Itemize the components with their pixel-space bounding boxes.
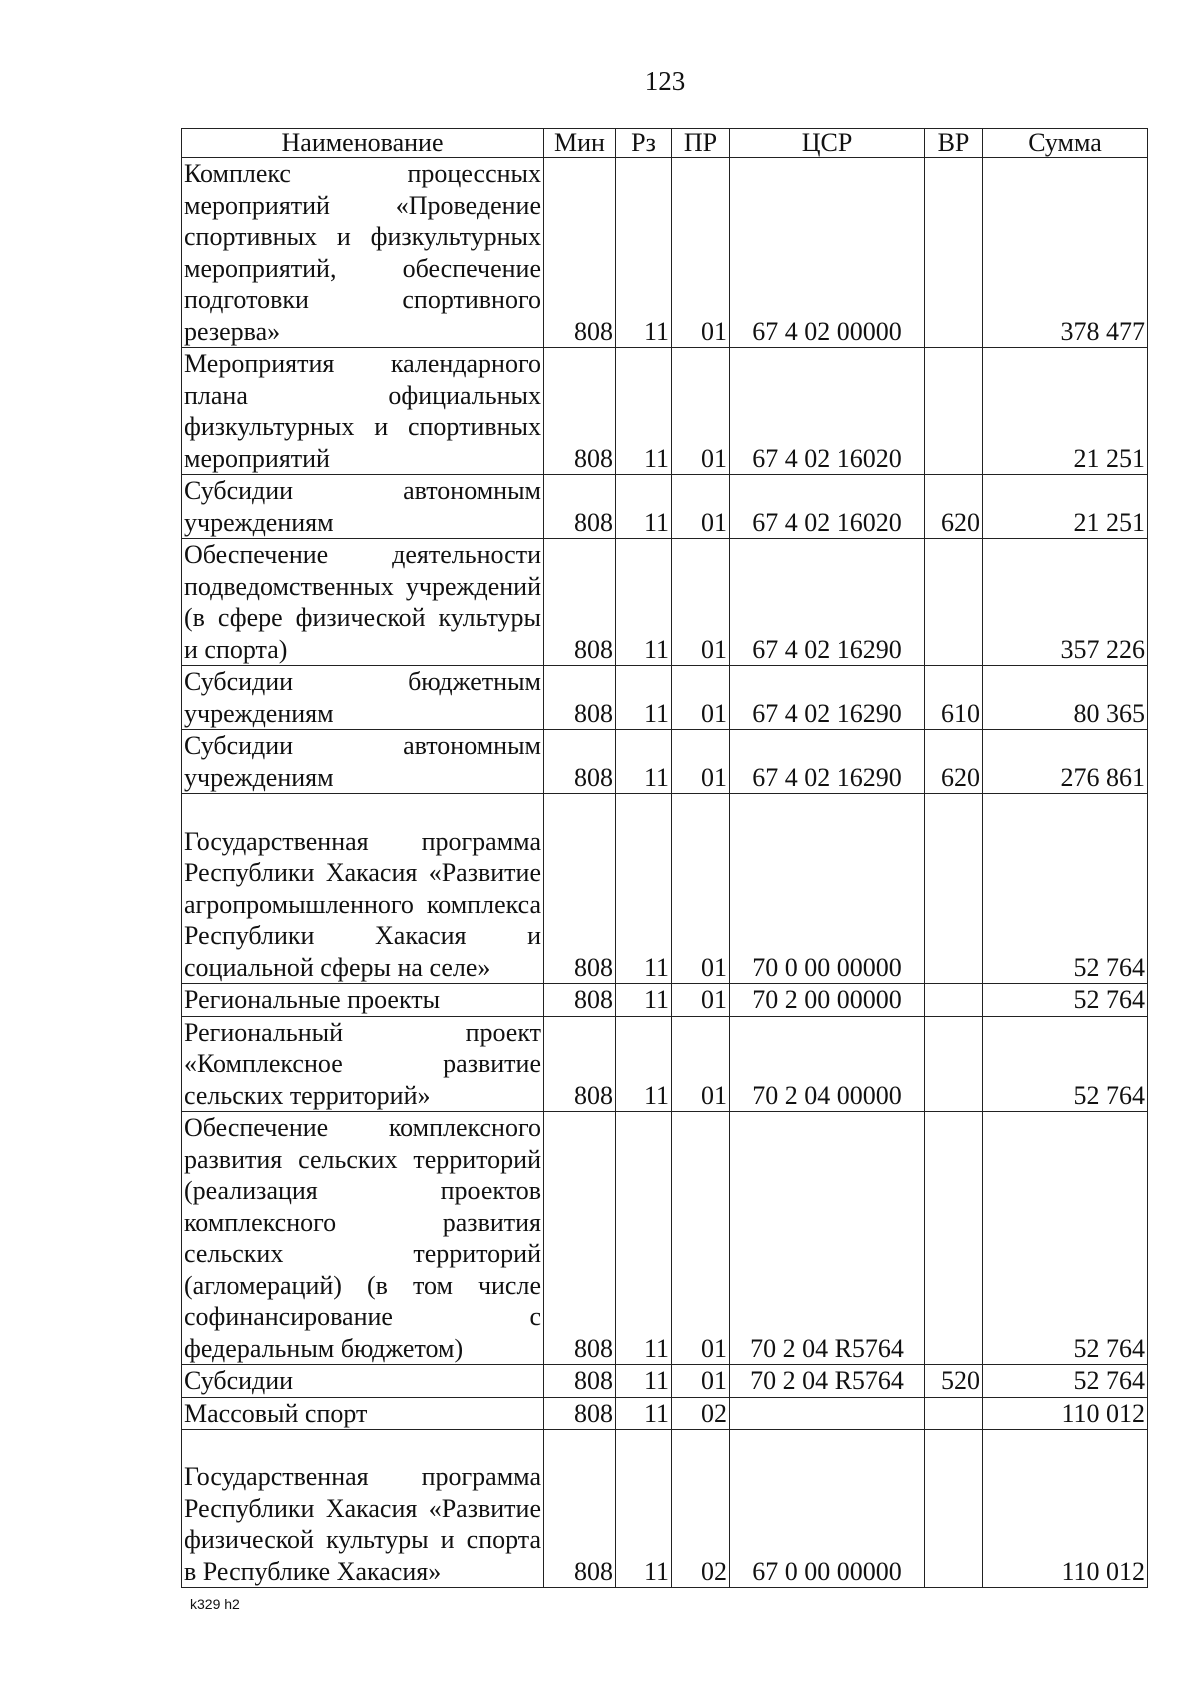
cell-sum: 378 477 [983, 158, 1148, 348]
header-csr: ЦСР [730, 129, 925, 158]
table-row [182, 1016, 1148, 1112]
header-min: Мин [544, 129, 616, 158]
cell-rz: 11 [616, 539, 672, 666]
cell-sum: 52 764 [983, 1365, 1148, 1398]
table-row [182, 475, 1148, 539]
cell-vr [925, 984, 983, 1017]
cell-rz: 11 [616, 1112, 672, 1365]
cell-rz: 11 [616, 984, 672, 1017]
cell-min: 808 [544, 794, 616, 984]
cell-min: 808 [544, 539, 616, 666]
cell-name: Региональные проекты [182, 984, 544, 1017]
cell-rz: 11 [616, 1430, 672, 1588]
cell-csr: 70 2 00 00000 [730, 984, 925, 1017]
cell-sum: 52 764 [983, 984, 1148, 1017]
cell-csr: 67 4 02 16290 [730, 666, 925, 730]
cell-vr: 520 [925, 1365, 983, 1398]
cell-pr: 01 [672, 794, 730, 984]
header-name: Наименование [182, 129, 544, 158]
cell-pr: 02 [672, 1397, 730, 1430]
cell-rz: 11 [616, 1016, 672, 1112]
cell-name: Субсидии бюджетным учреждениям [182, 666, 544, 730]
cell-vr [925, 794, 983, 984]
cell-vr [925, 539, 983, 666]
cell-csr: 70 2 04 R5764 [730, 1112, 925, 1365]
cell-min: 808 [544, 475, 616, 539]
cell-csr: 67 4 02 16020 [730, 475, 925, 539]
cell-sum: 80 365 [983, 666, 1148, 730]
cell-pr: 01 [672, 348, 730, 475]
table-row [182, 158, 1148, 348]
cell-sum: 21 251 [983, 348, 1148, 475]
cell-sum: 52 764 [983, 1016, 1148, 1112]
cell-vr [925, 1430, 983, 1588]
cell-rz: 11 [616, 1365, 672, 1398]
cell-csr: 70 0 00 00000 [730, 794, 925, 984]
header-pr: ПР [672, 129, 730, 158]
cell-pr: 02 [672, 1430, 730, 1588]
cell-min: 808 [544, 1112, 616, 1365]
cell-name: Обеспечение комплексного развития сельских территорий (реализация проектов комплексного развития сельских территорий (агломераций) (в том числе софинансирование с федеральным бюджетом) [182, 1112, 544, 1365]
cell-pr: 01 [672, 539, 730, 666]
cell-vr: 620 [925, 475, 983, 539]
cell-name: Субсидии автономным учреждениям [182, 730, 544, 794]
footer-code: k329 h2 [190, 1596, 240, 1612]
cell-pr: 01 [672, 1365, 730, 1398]
table-row [182, 666, 1148, 730]
cell-pr: 01 [672, 984, 730, 1017]
header-vr: ВР [925, 129, 983, 158]
cell-pr: 01 [672, 475, 730, 539]
cell-pr: 01 [672, 730, 730, 794]
cell-name: Мероприятия календарного плана официальных физкультурных и спортивных мероприятий [182, 348, 544, 475]
table-row [182, 1430, 1148, 1588]
cell-rz: 11 [616, 475, 672, 539]
table-row [182, 730, 1148, 794]
cell-sum: 52 764 [983, 794, 1148, 984]
cell-rz: 11 [616, 1397, 672, 1430]
table-row [182, 1365, 1148, 1398]
table-row [182, 539, 1148, 666]
cell-sum: 21 251 [983, 475, 1148, 539]
cell-vr [925, 1016, 983, 1112]
cell-min: 808 [544, 158, 616, 348]
cell-pr: 01 [672, 1016, 730, 1112]
budget-table [181, 128, 1148, 1588]
cell-rz: 11 [616, 158, 672, 348]
table-row [182, 1112, 1148, 1365]
cell-min: 808 [544, 1016, 616, 1112]
cell-rz: 11 [616, 730, 672, 794]
header-sum: Сумма [983, 129, 1148, 158]
cell-name: Комплекс процессных мероприятий «Проведение спортивных и физкультурных мероприятий, обеспечение подготовки спортивного резерва» [182, 158, 544, 348]
cell-min: 808 [544, 1365, 616, 1398]
cell-csr: 70 2 04 R5764 [730, 1365, 925, 1398]
cell-csr: 67 4 02 16020 [730, 348, 925, 475]
cell-vr [925, 1397, 983, 1430]
cell-vr [925, 158, 983, 348]
cell-min: 808 [544, 730, 616, 794]
table-body [182, 158, 1148, 1588]
cell-sum: 110 012 [983, 1430, 1148, 1588]
cell-name: Государственная программа Республики Хакасия «Развитие агропромышленного комплекса Республики Хакасия и социальной сферы на селе» [182, 794, 544, 984]
table-header [182, 129, 1148, 158]
cell-csr: 70 2 04 00000 [730, 1016, 925, 1112]
cell-name: Государственная программа Республики Хакасия «Развитие физической культуры и спорта в Республике Хакасия» [182, 1430, 544, 1588]
cell-pr: 01 [672, 158, 730, 348]
cell-min: 808 [544, 1430, 616, 1588]
cell-name: Региональный проект «Комплексное развитие сельских территорий» [182, 1016, 544, 1112]
cell-pr: 01 [672, 1112, 730, 1365]
cell-min: 808 [544, 1397, 616, 1430]
cell-rz: 11 [616, 348, 672, 475]
cell-csr: 67 4 02 00000 [730, 158, 925, 348]
table-row [182, 348, 1148, 475]
cell-vr: 610 [925, 666, 983, 730]
header-rz: Рз [616, 129, 672, 158]
cell-vr [925, 348, 983, 475]
cell-csr [730, 1397, 925, 1430]
cell-pr: 01 [672, 666, 730, 730]
cell-sum: 276 861 [983, 730, 1148, 794]
cell-vr: 620 [925, 730, 983, 794]
cell-min: 808 [544, 666, 616, 730]
cell-csr: 67 4 02 16290 [730, 539, 925, 666]
cell-sum: 357 226 [983, 539, 1148, 666]
cell-csr: 67 0 00 00000 [730, 1430, 925, 1588]
cell-sum: 110 012 [983, 1397, 1148, 1430]
cell-min: 808 [544, 984, 616, 1017]
table-row [182, 1397, 1148, 1430]
table-row [182, 984, 1148, 1017]
page-number: 123 [644, 66, 686, 96]
cell-name: Субсидии автономным учреждениям [182, 475, 544, 539]
cell-min: 808 [544, 348, 616, 475]
cell-vr [925, 1112, 983, 1365]
cell-name: Субсидии [182, 1365, 544, 1398]
cell-name: Массовый спорт [182, 1397, 544, 1430]
cell-rz: 11 [616, 794, 672, 984]
cell-csr: 67 4 02 16290 [730, 730, 925, 794]
cell-rz: 11 [616, 666, 672, 730]
table-row [182, 794, 1148, 984]
cell-sum: 52 764 [983, 1112, 1148, 1365]
cell-name: Обеспечение деятельности подведомственных учреждений (в сфере физической культуры и спорта) [182, 539, 544, 666]
